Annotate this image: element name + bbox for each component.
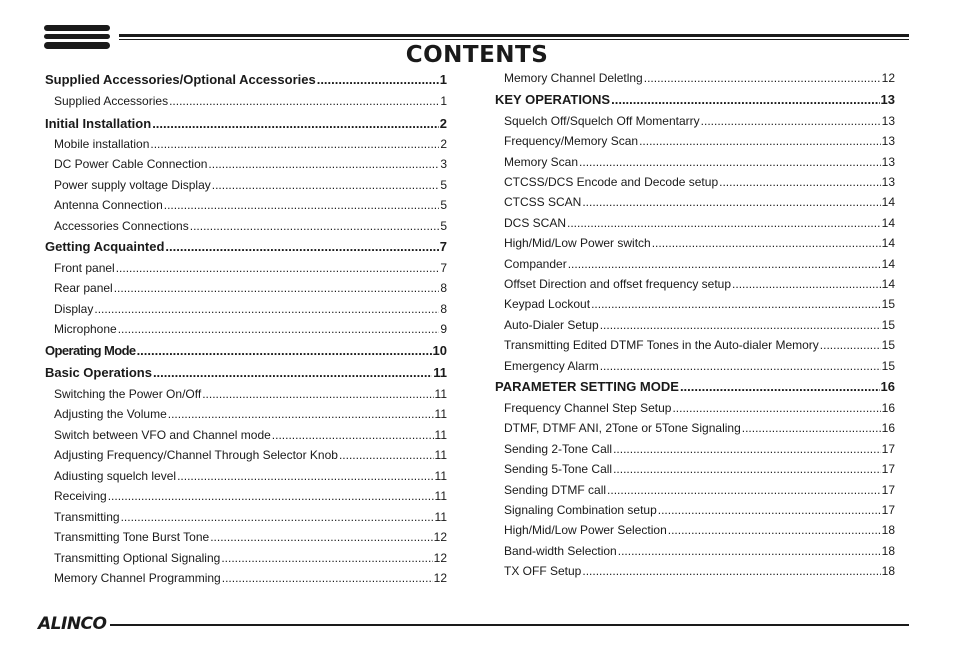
toc-dot-leader [317, 72, 439, 87]
toc-entry[interactable] [45, 551, 447, 565]
toc-entry[interactable] [45, 322, 447, 336]
toc-entry[interactable] [495, 401, 895, 415]
toc-entry[interactable] [495, 257, 895, 271]
toc-entry-page: 13 [881, 155, 895, 169]
toc-entry-title: DTMF, DTMF ANI, 2Tone or 5Tone Signaling [504, 421, 741, 435]
toc-entry-title: Band-width Selection [504, 544, 617, 558]
toc-entry-title: Frequency Channel Step Setup [504, 401, 672, 415]
toc-entry-page: 17 [881, 442, 895, 456]
toc-entry-page: 16 [880, 379, 895, 394]
toc-dot-leader [221, 551, 432, 565]
toc-entry-title: CTCSS SCAN [504, 195, 582, 209]
toc-entry[interactable] [45, 239, 447, 254]
toc-entry[interactable] [495, 71, 895, 85]
toc-dot-leader [152, 116, 439, 131]
toc-entry[interactable] [45, 530, 447, 544]
toc-dot-leader [222, 571, 433, 585]
toc-entry-title: Operating Mode [45, 343, 136, 358]
toc-entry[interactable] [45, 510, 447, 524]
toc-entry[interactable] [45, 428, 447, 442]
toc-dot-leader [582, 195, 880, 209]
toc-dot-leader [208, 157, 439, 171]
toc-entry-page: 10 [432, 343, 447, 358]
toc-entry-page: 11 [434, 469, 447, 483]
toc-entry-page: 7 [439, 239, 447, 254]
toc-entry-page: 14 [881, 195, 895, 209]
toc-entry-page: 13 [881, 134, 895, 148]
toc-entry[interactable] [495, 442, 895, 456]
toc-entry-page: 11 [434, 448, 447, 462]
toc-entry-page: 14 [881, 277, 895, 291]
toc-entry[interactable] [45, 198, 447, 212]
toc-entry[interactable] [495, 359, 895, 373]
toc-dot-leader [680, 379, 880, 394]
toc-entry[interactable] [45, 281, 447, 295]
toc-entry[interactable] [45, 469, 447, 483]
toc-dot-leader [114, 281, 440, 295]
toc-entry[interactable] [45, 489, 447, 503]
toc-dot-leader [137, 343, 432, 358]
toc-entry-title: Squelch Off/Squelch Off Momentarry [504, 114, 700, 128]
toc-entry-page: 11 [434, 407, 447, 421]
toc-entry-title: KEY OPERATIONS [495, 92, 611, 107]
toc-dot-leader [579, 155, 881, 169]
toc-entry-title: Keypad Lockout [504, 297, 591, 311]
toc-entry[interactable] [495, 195, 895, 209]
toc-dot-leader [644, 71, 881, 85]
toc-entry[interactable] [495, 483, 895, 497]
toc-entry-title: Adjusting the Volume [54, 407, 167, 421]
toc-dot-leader [672, 401, 880, 415]
toc-entry-page: 18 [881, 544, 895, 558]
toc-entry-title: Transmitting [54, 510, 120, 524]
toc-entry[interactable] [45, 448, 447, 462]
toc-entry-page: 7 [440, 261, 447, 275]
toc-entry[interactable] [45, 365, 447, 380]
toc-dot-leader [169, 94, 439, 108]
toc-entry-page: 13 [881, 175, 895, 189]
toc-entry-title: Getting Acquainted [45, 239, 165, 254]
toc-entry-title: Frequency/Memory Scan [504, 134, 639, 148]
toc-entry[interactable] [45, 387, 447, 401]
toc-entry-page: 14 [881, 216, 895, 230]
toc-dot-leader [202, 387, 433, 401]
toc-dot-leader [658, 503, 881, 517]
toc-entry-title: DCS SCAN [504, 216, 567, 230]
toc-entry-title: Memory Channel Deletlng [504, 71, 643, 85]
toc-entry-page: 15 [881, 359, 895, 373]
toc-entry-page: 14 [881, 236, 895, 250]
toc-entry[interactable] [495, 318, 895, 332]
toc-dot-leader [567, 216, 881, 230]
toc-dot-leader [164, 198, 440, 212]
toc-entry-title: Switching the Power On/Off [54, 387, 202, 401]
toc-entry-title: Compander [504, 257, 567, 271]
toc-entry-title: Memory Scan [504, 155, 579, 169]
toc-dot-leader [613, 442, 881, 456]
toc-entry-title: Basic Operations [45, 365, 152, 380]
toc-entry[interactable] [45, 302, 447, 316]
toc-entry-page: 16 [881, 421, 895, 435]
toc-entry-title: Supplied Accessories [54, 94, 169, 108]
toc-entry-page: 17 [881, 503, 895, 517]
toc-dot-leader [652, 236, 881, 250]
toc-entry[interactable] [45, 157, 447, 171]
toc-dot-leader [607, 483, 881, 497]
toc-entry-title: Sending 2-Tone Call [504, 442, 613, 456]
toc-entry-title: DC Power Cable Connection [54, 157, 208, 171]
toc-entry-title: Front panel [54, 261, 115, 275]
toc-dot-leader [94, 302, 439, 316]
toc-entry-title: Accessories Connections [54, 219, 189, 233]
toc-entry-page: 2 [440, 137, 447, 151]
toc-entry-page: 14 [881, 257, 895, 271]
toc-entry-title: Sending 5-Tone Call [504, 462, 613, 476]
toc-entry-title: Auto-Dialer Setup [504, 318, 599, 332]
toc-dot-leader [177, 469, 433, 483]
toc-entry[interactable] [495, 462, 895, 476]
toc-entry[interactable] [45, 261, 447, 275]
toc-entry-title: CTCSS/DCS Encode and Decode setup [504, 175, 719, 189]
toc-dot-leader [732, 277, 881, 291]
toc-entry-page: 3 [440, 157, 447, 171]
toc-dot-leader [742, 421, 881, 435]
toc-entry-page: 11 [434, 489, 447, 503]
toc-entry-page: 17 [881, 462, 895, 476]
toc-entry-page: 15 [881, 297, 895, 311]
toc-dot-leader [820, 338, 881, 352]
toc-entry[interactable] [495, 92, 895, 107]
toc-entry-title: Transmitting Optional Signaling [54, 551, 221, 565]
toc-entry-title: Receiving [54, 489, 107, 503]
toc-dot-leader [116, 261, 440, 275]
toc-entry-page: 12 [433, 530, 447, 544]
toc-entry-title: Initial Installation [45, 116, 152, 131]
toc-dot-leader [668, 523, 881, 537]
toc-dot-leader [582, 564, 880, 578]
toc-entry-title: Emergency Alarm [504, 359, 599, 373]
toc-entry[interactable] [45, 407, 447, 421]
toc-entry-title: Transmitting Edited DTMF Tones in the Auto-dialer Memory [504, 338, 819, 352]
toc-entry[interactable] [495, 236, 895, 250]
toc-entry-title: Memory Channel Programming [54, 571, 221, 585]
toc-entry[interactable] [495, 277, 895, 291]
toc-entry[interactable] [495, 175, 895, 189]
toc-entry-page: 11 [433, 365, 447, 380]
toc-dot-leader [108, 489, 434, 503]
header-stripe [44, 25, 110, 31]
toc-entry-page: 15 [881, 318, 895, 332]
toc-dot-leader [272, 428, 434, 442]
toc-entry-page: 5 [440, 178, 447, 192]
toc-entry-page: 12 [881, 71, 895, 85]
toc-entry-page: 17 [881, 483, 895, 497]
toc-entry-title: Switch between VFO and Channel mode [54, 428, 271, 442]
toc-entry[interactable] [495, 155, 895, 169]
toc-entry-page: 8 [440, 302, 447, 316]
toc-entry-title: High/Mid/Low Power Selection [504, 523, 667, 537]
footer-rule [110, 624, 909, 626]
toc-entry-page: 11 [434, 428, 447, 442]
toc-dot-leader [118, 322, 440, 336]
toc-entry[interactable] [495, 523, 895, 537]
toc-entry-page: 12 [433, 551, 447, 565]
toc-entry-title: Adiusting squelch level [54, 469, 177, 483]
toc-entry-page: 18 [881, 523, 895, 537]
toc-dot-leader [210, 530, 432, 544]
toc-entry-title: Offset Direction and offset frequency setup [504, 277, 732, 291]
toc-entry[interactable] [495, 338, 895, 352]
toc-dot-leader [701, 114, 881, 128]
header-stripe [44, 34, 110, 39]
toc-entry-title: PARAMETER SETTING MODE [495, 379, 679, 394]
toc-entry[interactable] [495, 134, 895, 148]
header-rule-thick [119, 34, 909, 37]
toc-entry-title: Rear panel [54, 281, 113, 295]
toc-entry-title: Supplied Accessories/Optional Accessories [45, 72, 316, 87]
toc-entry-title: Adjusting Frequency/Channel Through Selector Knob [54, 448, 338, 462]
toc-entry-title: Mobile installation [54, 137, 150, 151]
toc-entry-title: Signaling Combination setup [504, 503, 657, 517]
toc-entry-page: 15 [881, 338, 895, 352]
toc-entry[interactable] [495, 216, 895, 230]
toc-entry-title: Power supply voltage Display [54, 178, 211, 192]
toc-entry-page: 8 [440, 281, 447, 295]
page-title: CONTENTS [405, 42, 549, 68]
toc-entry[interactable] [45, 137, 447, 151]
toc-dot-leader [639, 134, 881, 148]
toc-dot-leader [613, 462, 881, 476]
toc-entry-page: 11 [434, 510, 447, 524]
brand-logo: ALINCO [38, 614, 107, 634]
toc-entry[interactable] [45, 178, 447, 192]
toc-dot-leader [600, 318, 881, 332]
toc-entry-page: 1 [440, 94, 447, 108]
toc-entry-page: 13 [881, 114, 895, 128]
header-rule-thin [119, 39, 909, 40]
toc-dot-leader [611, 92, 879, 107]
toc-dot-leader [339, 448, 434, 462]
toc-entry[interactable] [45, 343, 447, 358]
toc-entry[interactable] [495, 114, 895, 128]
toc-dot-leader [568, 257, 881, 271]
toc-entry[interactable] [45, 94, 447, 108]
toc-entry-title: Display [54, 302, 94, 316]
toc-entry[interactable] [45, 72, 447, 87]
toc-dot-leader [150, 137, 439, 151]
toc-entry-title: Transmitting Tone Burst Tone [54, 530, 210, 544]
toc-entry-title: Antenna Connection [54, 198, 163, 212]
toc-entry-title: High/Mid/Low Power switch [504, 236, 651, 250]
toc-entry-title: TX OFF Setup [504, 564, 582, 578]
toc-entry-title: Microphone [54, 322, 117, 336]
toc-entry[interactable] [495, 503, 895, 517]
toc-entry-page: 9 [440, 322, 447, 336]
toc-entry-page: 11 [434, 387, 447, 401]
toc-dot-leader [600, 359, 881, 373]
toc-entry-page: 5 [440, 198, 447, 212]
toc-entry[interactable] [495, 564, 895, 578]
toc-entry-title: Sending DTMF call [504, 483, 607, 497]
toc-dot-leader [719, 175, 881, 189]
toc-entry-page: 2 [439, 116, 447, 131]
toc-entry-page: 1 [439, 72, 447, 87]
header-rule [119, 34, 909, 41]
toc-entry[interactable] [495, 421, 895, 435]
toc-dot-leader [121, 510, 434, 524]
toc-entry[interactable] [495, 544, 895, 558]
toc-entry-page: 5 [440, 219, 447, 233]
toc-entry[interactable] [495, 297, 895, 311]
toc-dot-leader [153, 365, 432, 380]
toc-dot-leader [591, 297, 881, 311]
toc-dot-leader [190, 219, 440, 233]
toc-entry[interactable] [45, 571, 447, 585]
toc-entry-page: 18 [881, 564, 895, 578]
toc-entry-page: 12 [433, 571, 447, 585]
toc-dot-leader [165, 239, 438, 254]
toc-dot-leader [212, 178, 440, 192]
toc-entry[interactable] [45, 116, 447, 131]
toc-entry[interactable] [45, 219, 447, 233]
toc-dot-leader [618, 544, 881, 558]
toc-dot-leader [168, 407, 434, 421]
toc-entry-page: 13 [880, 92, 895, 107]
toc-entry-page: 16 [881, 401, 895, 415]
toc-entry[interactable] [495, 379, 895, 394]
